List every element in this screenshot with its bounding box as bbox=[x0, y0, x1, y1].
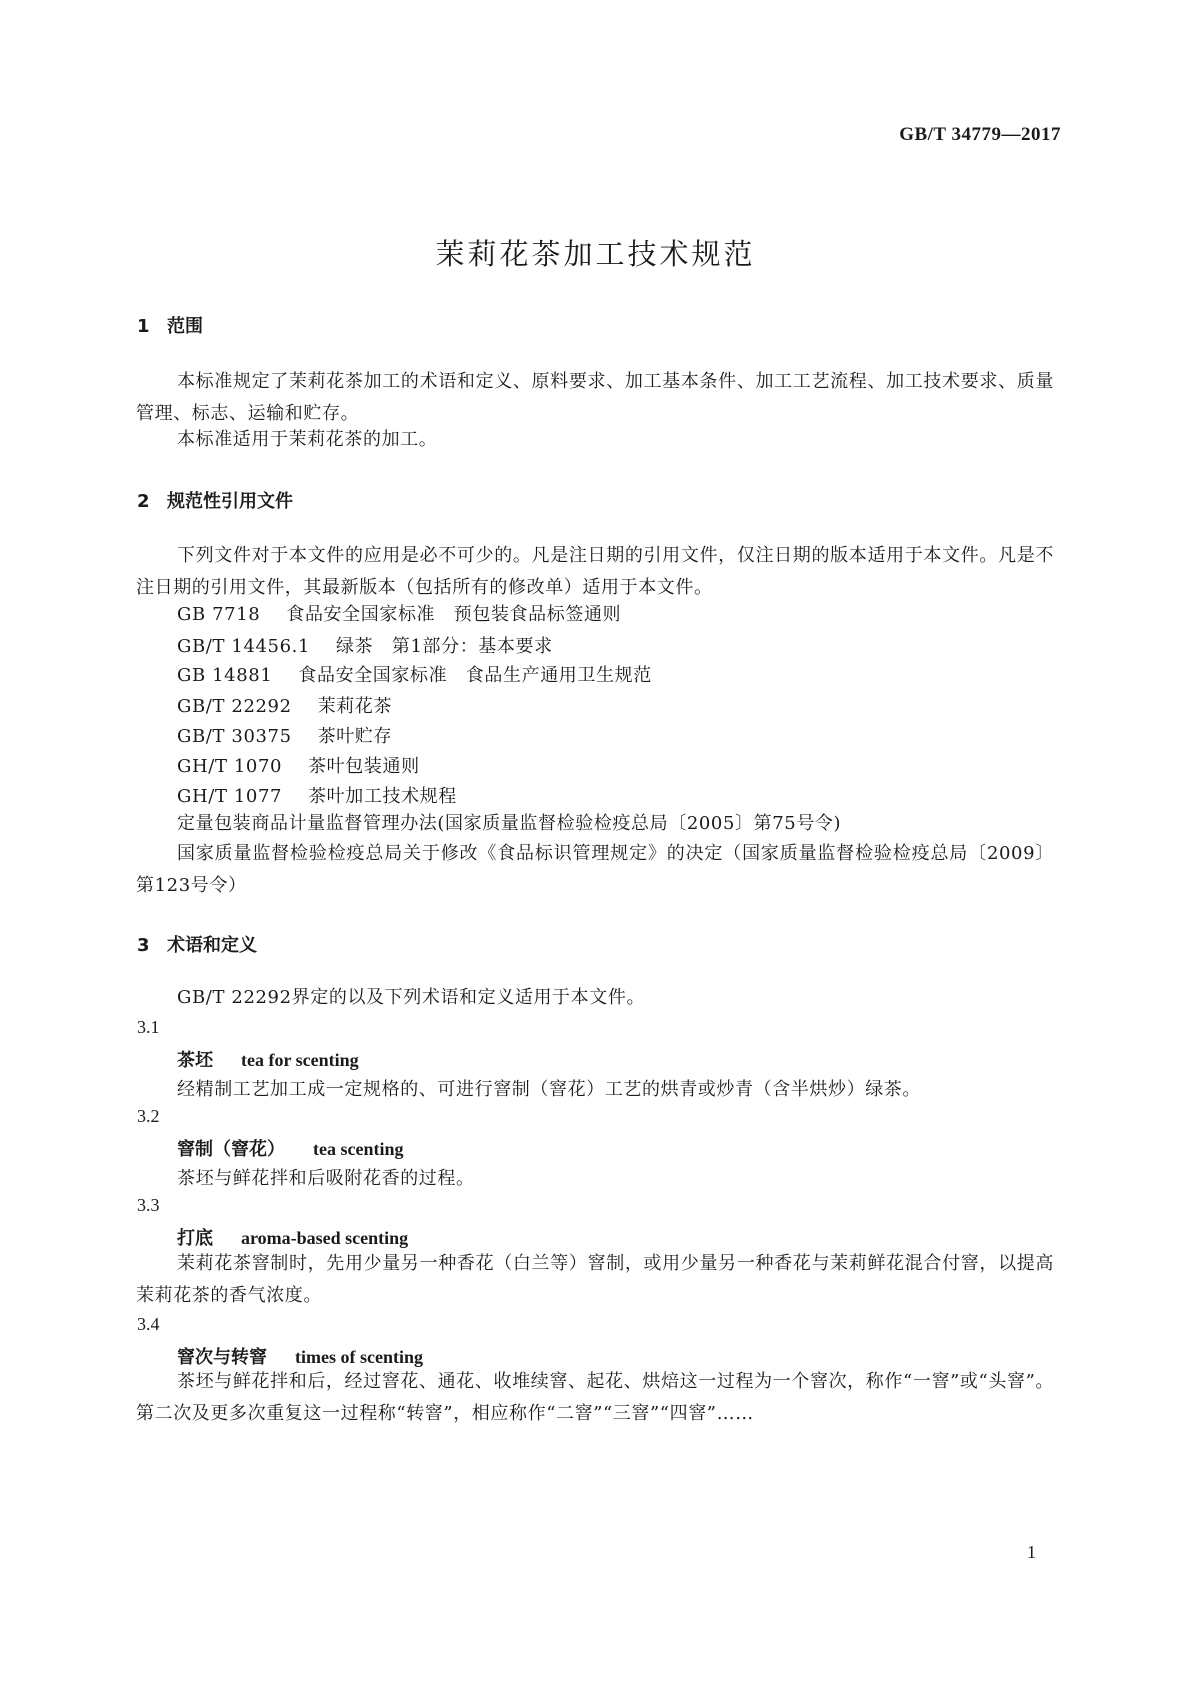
section-title: 范围 bbox=[167, 316, 203, 337]
reference-code: GB 14881 bbox=[177, 665, 273, 686]
term-en: aroma-based scenting bbox=[241, 1228, 409, 1248]
term-number: 3.4 bbox=[137, 1314, 160, 1334]
term-number: 3.2 bbox=[137, 1106, 160, 1126]
paragraph: 本标准规定了茉莉花茶加工的术语和定义、原料要求、加工基本条件、加工工艺流程、加工技术要求、质量管理、标志、运输和贮存。 bbox=[136, 371, 1054, 424]
term-zh: 窨次与转窨 bbox=[177, 1347, 267, 1368]
term-title bbox=[177, 1135, 403, 1161]
reference-code: GB/T 30375 bbox=[177, 726, 292, 747]
section-number: 3 bbox=[137, 935, 150, 956]
paragraph: 国家质量监督检验检疫总局关于修改《食品标识管理规定》的决定（国家质量监督检验检疫总局〔2009〕第123号令） bbox=[136, 843, 1054, 896]
term-en: tea for scenting bbox=[241, 1050, 359, 1070]
term-zh: 窨制（窨花） bbox=[177, 1139, 285, 1160]
paragraph: 定量包装商品计量监督管理办法(国家质量监督检验检疫总局〔2005〕第75号令) bbox=[177, 813, 842, 834]
term-definition: 茉莉花茶窨制时，先用少量另一种香花（白兰等）窨制，或用少量另一种香花与茉莉鲜花混合付窨，以提高茉莉花茶的香气浓度。 bbox=[136, 1253, 1054, 1306]
reference-code: GH/T 1077 bbox=[177, 786, 283, 807]
term-number: 3.3 bbox=[137, 1195, 160, 1215]
term-zh: 打底 bbox=[177, 1228, 213, 1249]
paragraph: 下列文件对于本文件的应用是必不可少的。凡是注日期的引用文件，仅注日期的版本适用于本文件。凡是不注日期的引用文件，其最新版本（包括所有的修改单）适用于本文件。 bbox=[136, 545, 1054, 598]
term-title bbox=[177, 1046, 359, 1072]
section-title: 规范性引用文件 bbox=[167, 491, 293, 512]
section-3-heading bbox=[137, 931, 257, 957]
section-number: 1 bbox=[137, 316, 150, 337]
reference-title: 绿茶 第1部分：基本要求 bbox=[336, 636, 553, 657]
term-title bbox=[177, 1224, 408, 1250]
term-zh: 茶坯 bbox=[177, 1050, 213, 1071]
reference-title: 茶叶加工技术规程 bbox=[308, 786, 457, 807]
reference-code: GH/T 1070 bbox=[177, 756, 283, 777]
reference-title: 茶叶贮存 bbox=[317, 726, 393, 747]
term-definition: 茶坯与鲜花拌和后吸附花香的过程。 bbox=[177, 1168, 475, 1189]
paragraph: GB/T 22292界定的以及下列术语和定义适用于本文件。 bbox=[177, 987, 646, 1008]
reference-title: 茶叶包装通则 bbox=[308, 756, 420, 777]
reference-item bbox=[177, 782, 457, 808]
standard-number: GB/T 34779—2017 bbox=[899, 124, 1061, 145]
paragraph: 本标准适用于茉莉花茶的加工。 bbox=[177, 429, 438, 450]
section-number: 2 bbox=[137, 491, 150, 512]
term-definition: 茶坯与鲜花拌和后，经过窨花、通花、收堆续窨、起花、烘焙这一过程为一个窨次，称作“一窨”或“头窨”。第二次及更多次重复这一过程称“转窨”，相应称作“二窨”“三窨”“四窨”…… bbox=[136, 1371, 1054, 1424]
reference-item bbox=[177, 600, 621, 626]
term-definition: 经精制工艺加工成一定规格的、可进行窨制（窨花）工艺的烘青或炒青（含半烘炒）绿茶。 bbox=[177, 1079, 921, 1100]
term-en: tea scenting bbox=[313, 1139, 404, 1159]
page-number: 1 bbox=[1027, 1542, 1036, 1562]
reference-item bbox=[177, 752, 420, 778]
section-title: 术语和定义 bbox=[167, 935, 257, 956]
reference-title: 食品安全国家标准 预包装食品标签通则 bbox=[286, 604, 622, 625]
section-1-heading bbox=[137, 312, 203, 338]
section-2-heading bbox=[137, 487, 293, 513]
term-en: times of scenting bbox=[295, 1347, 423, 1367]
reference-code: GB/T 14456.1 bbox=[177, 636, 311, 657]
reference-title: 茉莉花茶 bbox=[317, 696, 393, 717]
reference-item bbox=[177, 632, 553, 658]
reference-title: 食品安全国家标准 食品生产通用卫生规范 bbox=[298, 665, 652, 686]
reference-code: GB 7718 bbox=[177, 604, 261, 625]
reference-item bbox=[177, 661, 652, 687]
term-number: 3.1 bbox=[137, 1017, 160, 1037]
reference-item bbox=[177, 692, 392, 718]
document-title: 茉莉花茶加工技术规范 bbox=[435, 237, 756, 271]
reference-item bbox=[177, 722, 392, 748]
reference-code: GB/T 22292 bbox=[177, 696, 292, 717]
